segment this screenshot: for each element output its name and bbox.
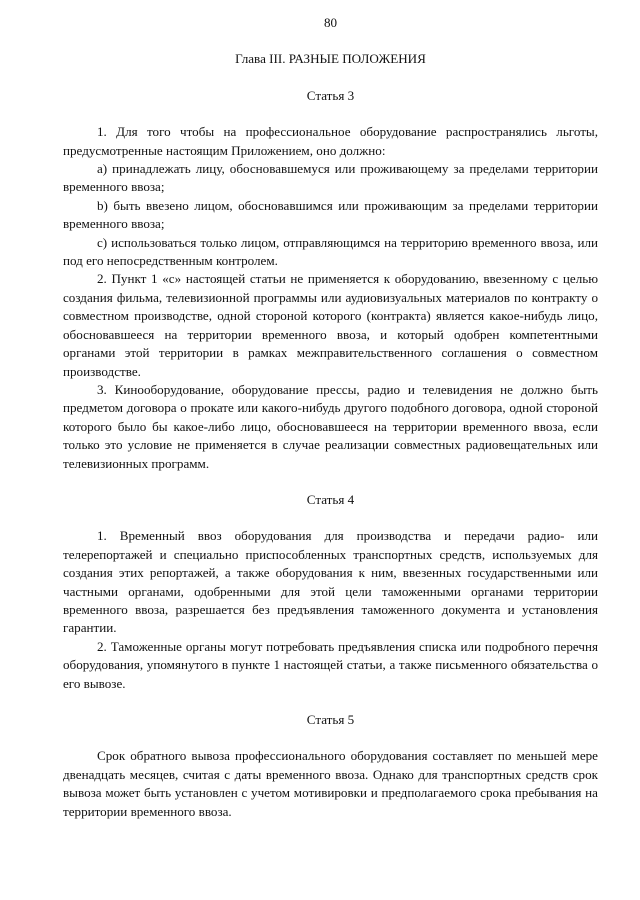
article-3-item-c: c) использоваться только лицом, отправляющимся на территорию временного ввоза, или под его непосредственным контролем. (63, 234, 598, 269)
page-number: 80 (323, 15, 338, 30)
article-3-paragraph-2: 2. Пункт 1 «c» настоящей статьи не применяется к оборудованию, ввезенному с целью создания фильма, телевизионной программы или аудиовизуальных материалов по контракту о совместном производстве, одной стороной которого (контракта) является какое-нибудь лицо, обосновавшееся на территории временного ввоза, и который одобрен компетентными органами этой территории в рамках межправительственного соглашения о совместном производстве. (63, 271, 598, 379)
article-3-item-a: a) принадлежать лицу, обосновавшемуся или проживающему за пределами территории временного ввоза; (63, 161, 598, 195)
article-5 (63, 711, 598, 821)
article-4-paragraph-1: 1. Временный ввоз оборудования для производства и передачи радио- или телерепортажей и специально приспособленных транспортных средств, используемых для создания этих репортажей, а также оборудования к ним, ввезенных государственными или частными органами, одобренными для этой цели таможенными органами территории временного ввоза, разрешается без предъявления таможенного документа и установления гарантии. (63, 528, 598, 636)
article-4 (63, 491, 598, 693)
article-4-paragraph-2: 2. Таможенные органы могут потребовать предъявления списка или подробного перечня оборудования, упомянутого в пункте 1 настоящей статьи, а также письменного обязательства о его вывозе. (63, 638, 598, 691)
article-5-paragraph-1: Срок обратного вывоза профессионального оборудования составляет по меньшей мере двенадцать месяцев, считая с даты временного ввоза. Однако для транспортных средств срок вывоза может быть установлен с учетом мотивировки и предполагаемого срока пребывания на территории временного ввоза. (63, 748, 598, 819)
article-3-item-b: b) быть ввезено лицом, обосновавшимся или проживающим за пределами территории временного ввоза; (63, 197, 598, 232)
article-3-paragraph-3: 3. Кинооборудование, оборудование прессы, радио и телевидения не должно быть предметом договора о прокате или какого-нибудь другого подобного договора, одной стороной которого было бы какое-либо лицо, обосновавшееся на территории временного ввоза, если только это условие не применяется в случае реализации совместных радиовещательных или телевизионных программ. (63, 381, 598, 471)
chapter-title: Глава III. РАЗНЫЕ ПОЛОЖЕНИЯ (235, 51, 426, 67)
article-title: Статья 5 (306, 712, 355, 727)
article-3 (63, 87, 598, 473)
article-3-paragraph-1: 1. Для того чтобы на профессиональное оборудование распространялись льготы, предусмотренные настоящим Приложением, оно должно: (63, 124, 598, 158)
article-title: Статья 4 (306, 491, 355, 507)
article-title: Статья 3 (306, 87, 355, 103)
